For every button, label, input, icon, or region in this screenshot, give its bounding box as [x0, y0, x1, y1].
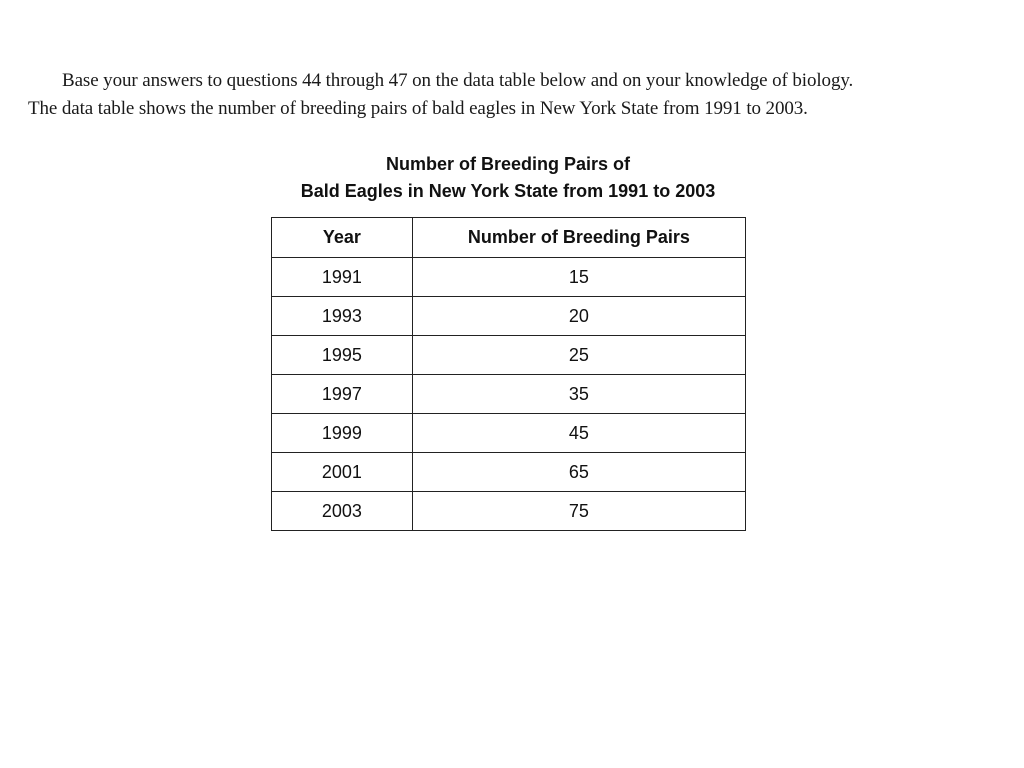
cell-year: 1995: [272, 336, 413, 375]
cell-year: 1991: [272, 258, 413, 297]
table-title-line-2: Bald Eagles in New York State from 1991 to 2003: [300, 181, 716, 201]
cell-breeding-pairs: 35: [412, 375, 745, 414]
table-row: [272, 414, 746, 453]
table-title: [258, 151, 758, 205]
cell-breeding-pairs: 45: [412, 414, 745, 453]
cell-breeding-pairs: 75: [412, 492, 745, 531]
table-row: [272, 297, 746, 336]
table-row: [272, 336, 746, 375]
table-row: [272, 492, 746, 531]
table-row: [272, 453, 746, 492]
intro-line-1: Base your answers to questions 44 through 47 on the data table below and on your knowledge of biology.: [62, 70, 854, 91]
cell-breeding-pairs: 15: [412, 258, 745, 297]
intro-paragraph: [28, 67, 998, 123]
cell-year: 2003: [272, 492, 413, 531]
cell-breeding-pairs: 20: [412, 297, 745, 336]
intro-line-2: The data table shows the number of breeding pairs of bald eagles in New York State from 1991 to 2003.: [28, 98, 808, 119]
cell-year: 2001: [272, 453, 413, 492]
cell-year: 1999: [272, 414, 413, 453]
table-title-line-1: Number of Breeding Pairs of: [385, 154, 631, 174]
cell-year: 1997: [272, 375, 413, 414]
table-row: [272, 258, 746, 297]
header-year: Year: [272, 218, 413, 258]
table-row: [272, 375, 746, 414]
cell-year: 1993: [272, 297, 413, 336]
data-table: [271, 217, 746, 531]
cell-breeding-pairs: 25: [412, 336, 745, 375]
header-breeding-pairs: Number of Breeding Pairs: [412, 218, 745, 258]
cell-breeding-pairs: 65: [412, 453, 745, 492]
table-header-row: [272, 218, 746, 258]
